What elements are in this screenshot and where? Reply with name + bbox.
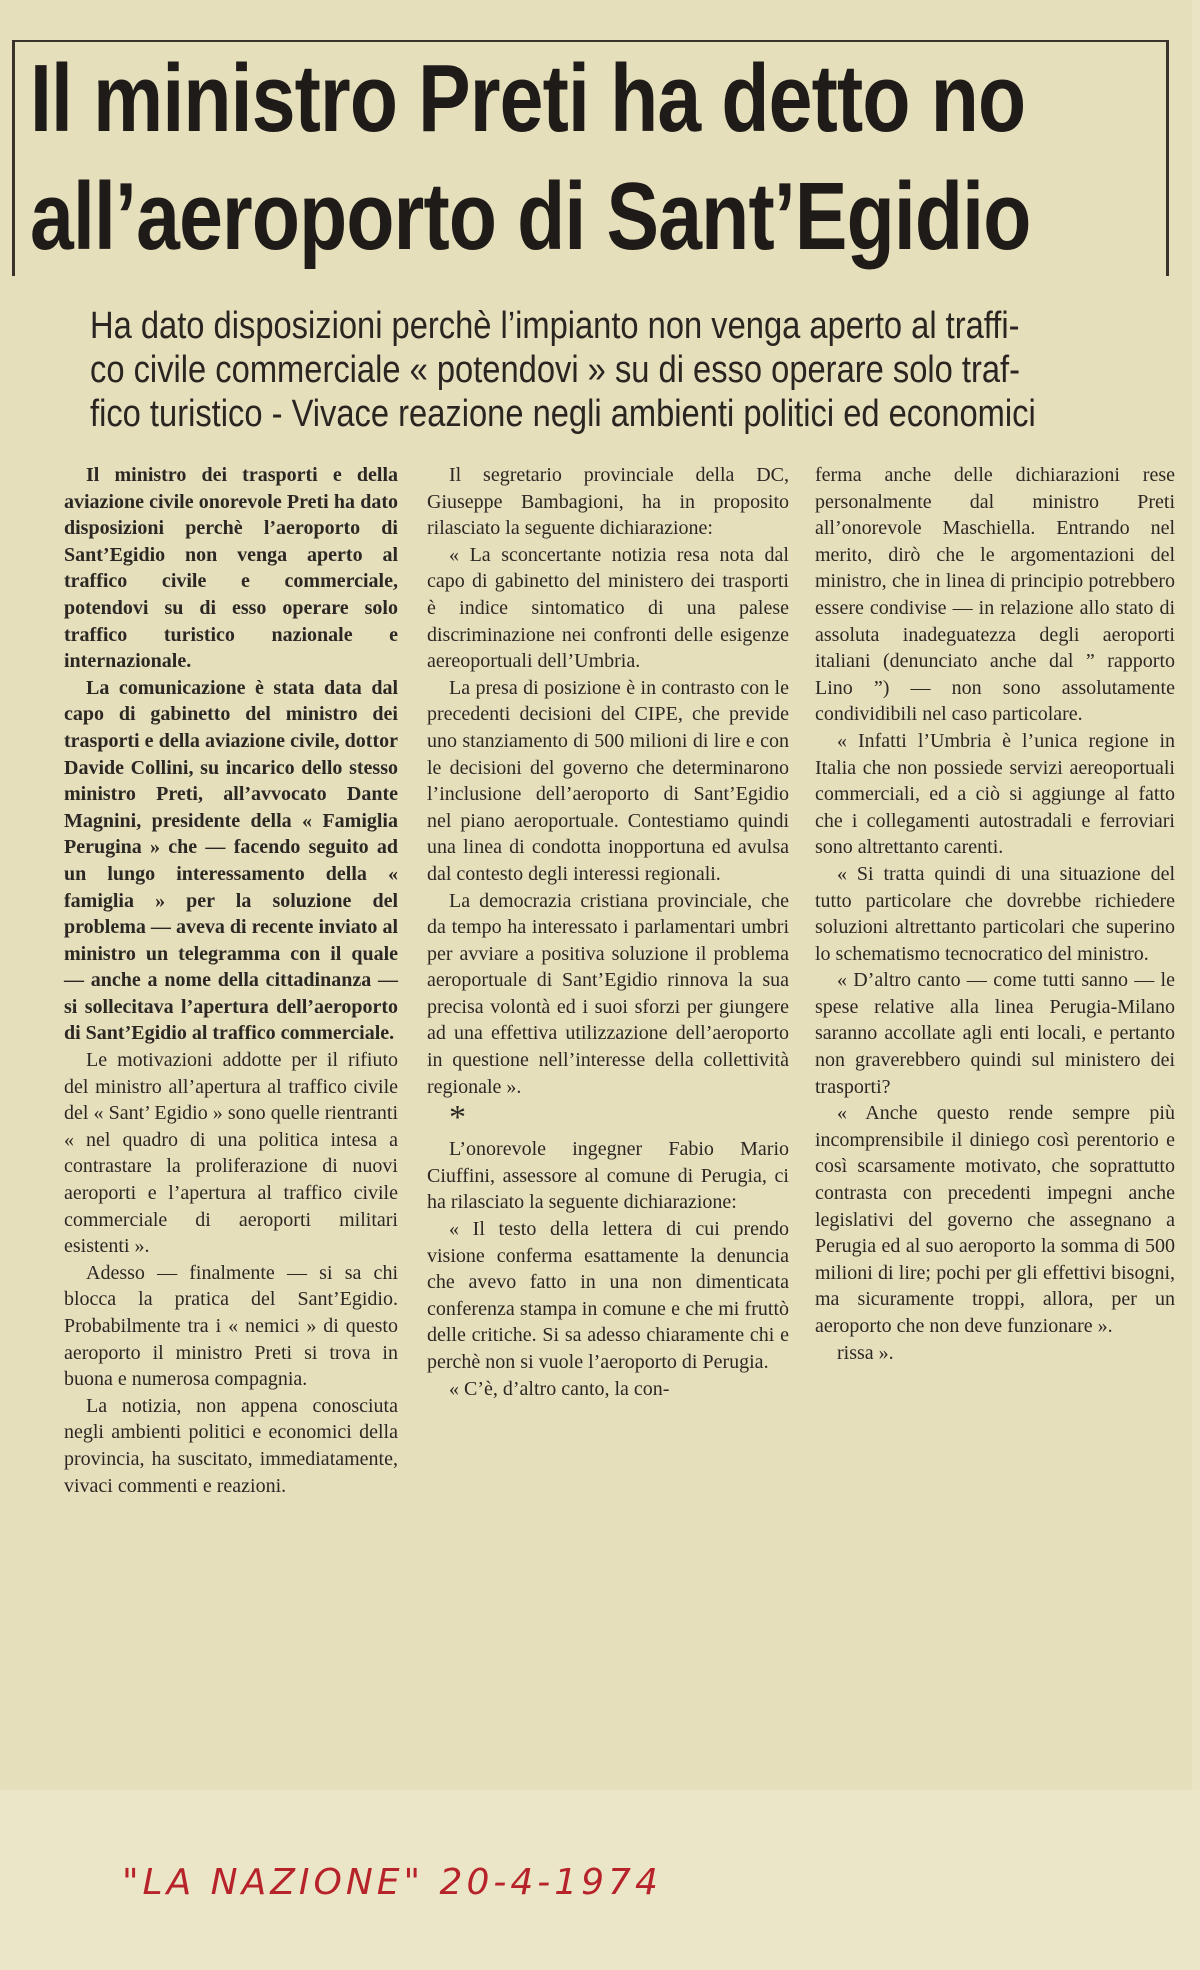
article-paragraph: La comunicazione è stata data dal capo di gabinetto del ministro dei trasporti e della aviazione civile, dottor Davide Collini, su incarico dello stesso ministro Preti, all’avvocato Dante Magnini, presidente della « Famiglia Perugina » che — facendo seguito ad un lungo interessamento della « famiglia » per la soluzione del problema — aveva di recente inviato al ministro un telegramma con il quale — anche a nome della cittadinanza — si sollecitava l’apertura dell’aeroporto di Sant’Egidio al traffico commerciale. [64, 676, 398, 1045]
article-paragraph: L’onorevole ingegner Fabio Mario Ciuffini, assessore al comune di Perugia, ci ha rilasciato la seguente dichiarazione: [427, 1138, 789, 1214]
subheadline-line: fico turistico - Vivace reazione negli ambienti politici ed economici [90, 393, 1036, 435]
frame-rule-right [1166, 40, 1169, 276]
subheadline [90, 304, 1036, 436]
article-paragraph: « Anche questo rende sempre più incomprensibile il diniego così perentorio e così scarsamente motivato, che soprattutto contrasta con precedenti impegni anche legislativi del governo che assegnano a Perugia ed al suo aeroporto la somma di 500 milioni di lire; pochi per gli effettivi bisogni, ma sicuramente troppi, allora, per un aeroporto che non deve funzionare ». [815, 1102, 1175, 1337]
article-paragraph: « La sconcertante notizia resa nota dal capo di gabinetto del ministero dei trasporti è indice sintomatico di una palese discriminazione nei confronti delle esigenze aereoportuali dell’Umbria. [427, 543, 789, 673]
article-paragraph: rissa ». [837, 1341, 894, 1364]
article-paragraph: Le motivazioni addotte per il rifiuto del ministro all’apertura al traffico civile del « Sant’ Egidio » sono quelle rientranti « nel quadro di una politica intesa a contrastare la proliferazione di nuovi aeroporti e l’apertura al traffico civile commerciale di aeroporti militari esistenti ». [64, 1049, 398, 1258]
article-paragraph: La democrazia cristiana provinciale, che da tempo ha interessato i parlamentari umbri per avviare a positiva soluzione il problema aeroportuale di Sant’Egidio rinnova la sua precisa volontà ed i suoi sforzi per giungere ad una effettiva utilizzazione dell’aeroporto in questione nell’interesse della collettività regionale ». [427, 889, 789, 1098]
frame-rule-left [12, 40, 15, 276]
article-column-3 [815, 462, 1175, 1366]
article-paragraph: Il ministro dei trasporti e della aviazione civile onorevole Preti ha dato disposizioni perchè l’aeroporto di Sant’Egidio non venga aperto al traffico civile e commerciale, potendovi su di esso operare solo traffico turistico nazionale e internazionale. [64, 464, 398, 673]
article-column-2 [427, 462, 789, 1402]
article-paragraph: « D’altro canto — come tutti sanno — le spese relative alla linea Perugia-Milano saranno accollate agli enti locali, e pertanto non graverebbero quindi sul ministero dei trasporti? [815, 969, 1175, 1098]
article-paragraph: « Il testo della lettera di cui prendo visione conferma esattamente la denuncia che avevo fatto in una non dimenticata conferenza stampa in comune e che mi fruttò delle critiche. Si sa adesso chiaramente chi e perchè non si vuole l’aeroporto di Perugia. [427, 1218, 789, 1373]
article-paragraph: « Si tratta quindi di una situazione del tutto particolare che dovrebbe richiedere soluzioni altrettanto particolari che superino lo schematismo tecnocratico del ministro. [815, 862, 1175, 965]
article-paragraph: La notizia, non appena conosciuta negli ambienti politici e economici della provincia, ha suscitato, immediatamente, vivaci commenti e reazioni. [64, 1394, 398, 1497]
headline-line: all’aeroporto di Sant’Egidio [30, 163, 1031, 270]
article-paragraph: ferma anche delle dichiarazioni rese personalmente dal ministro Preti all’onorevole Maschiella. Entrando nel merito, dirò che le argomentazioni del ministro, che in linea di principio potrebbero essere condivise — in relazione allo stato di assoluta inadeguatezza degli aeroporti italiani (denunciato anche dal ” rapporto Lino ”) — non sono assolutamente condividibili nel caso particolare. [815, 464, 1175, 726]
article-paragraph: « C’è, d’altro canto, la con- [449, 1377, 670, 1400]
article-paragraph: « Infatti l’Umbria è l’unica regione in Italia che non possiede servizi aereoportuali commerciali, ed a ciò si aggiunge al fatto che i collegamenti autostradali e ferroviari sono altrettanto carenti. [815, 729, 1175, 859]
article-paragraph: La presa di posizione è in contrasto con le precedenti decisioni del CIPE, che previde uno stanziamento di 500 milioni di lire e con le decisioni del governo che determinarono l’inclusione dell’aeroporto di Sant’Egidio nel piano aeroportuale. Contestiamo quindi una linea di condotta inopportuna ed avulsa dal contesto degli interessi regionali. [427, 676, 789, 885]
headline-line: Il ministro Preti ha detto no [30, 45, 1026, 152]
headline [30, 40, 1031, 276]
subheadline-line: co civile commerciale « potendovi » su di esso operare solo traf- [90, 349, 1021, 391]
subheadline-line: Ha dato disposizioni perchè l’impianto non venga aperto al traffi- [90, 305, 1020, 347]
article-paragraph: Il segretario provinciale della DC, Giuseppe Bambagioni, ha in proposito rilasciato la seguente dichiarazione: [427, 464, 789, 540]
article-column-1 [64, 462, 398, 1499]
section-separator-star: * [449, 1099, 466, 1137]
article-paragraph: Adesso — finalmente — si sa chi blocca la pratica del Sant’Egidio. Probabilmente tra i « nemici » di questo aeroporto il ministro Preti si trova in buona e numerosa compagnia. [64, 1261, 398, 1391]
handwritten-source-note: "LA NAZIONE" 20-4-1974 [122, 1862, 662, 1903]
